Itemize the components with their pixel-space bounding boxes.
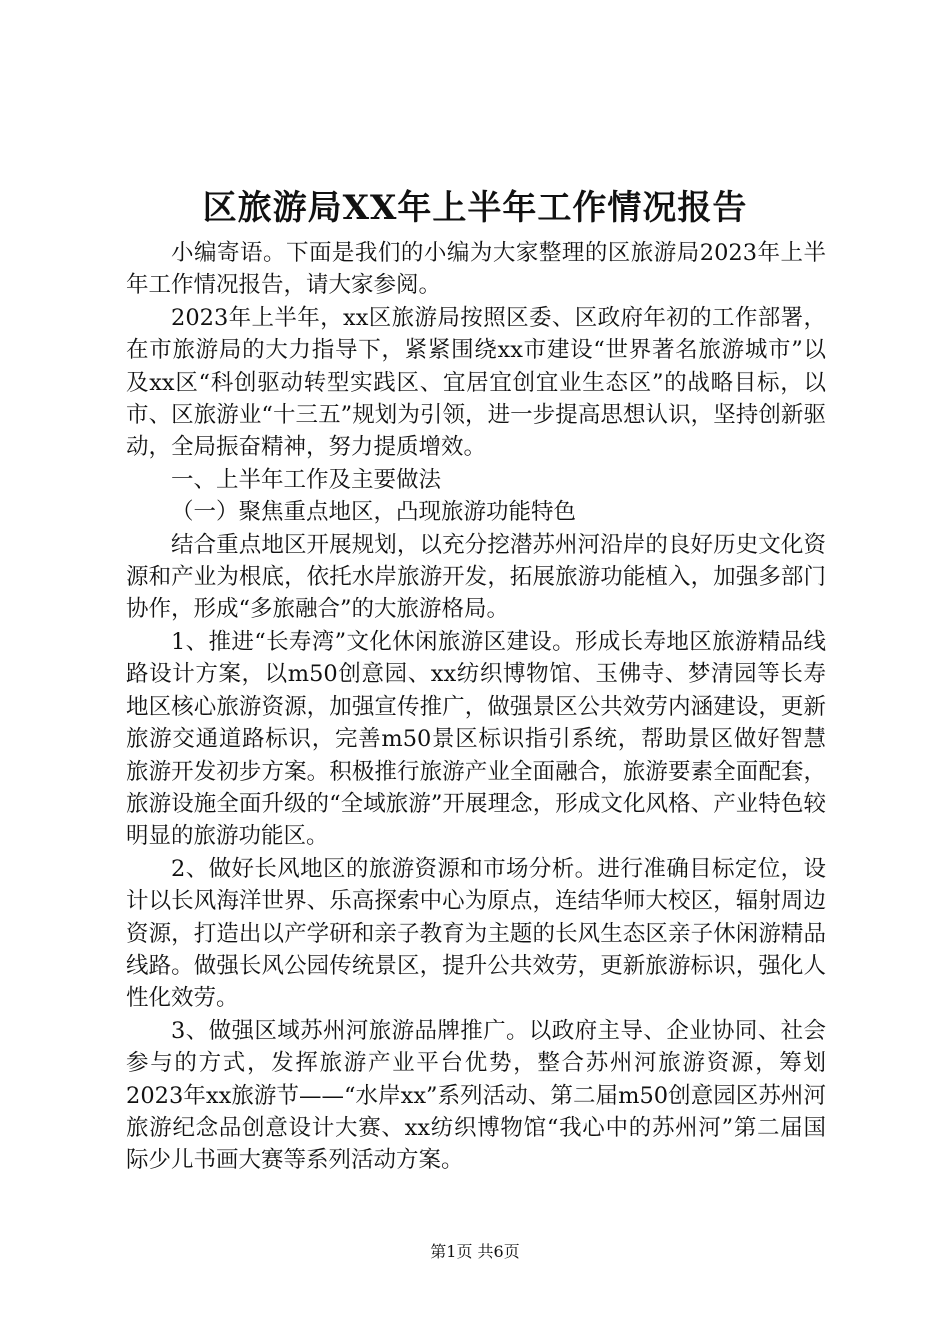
subsection-heading-1: （一）聚焦重点地区，凸现旅游功能特色 xyxy=(171,499,577,526)
page-number-footer: 第1页 共6页 xyxy=(430,1242,520,1261)
document-body xyxy=(126,237,826,1177)
paragraph-item-1: 1、推进“长寿湾”文化休闲旅游区建设。形成长寿地区旅游精品线路设计方案，以m50创意园、xx纺织博物馆、玉佛寺、梦清园等长寿地区核心旅游资源，加强宣传推广，做强景区公共效劳内涵建设，更新旅游交通道路标识，完善m50景区标识指引系统，帮助景区做好智慧旅游开发初步方案。积极推行旅游产业全面融合，旅游要素全面配套，旅游设施全面升级的“全域旅游”开展理念，形成文化风格、产业特色较明显的旅游功能区。 xyxy=(126,628,826,850)
paragraph-item-3: 3、做强区域苏州河旅游品牌推广。以政府主导、企业协同、社会参与的方式，发挥旅游产业平台优势，整合苏州河旅游资源，筹划2023年xx旅游节——“水岸xx”系列活动、第二届m50创意园区苏州河旅游纪念品创意设计大赛、xx纺织博物馆“我心中的苏州河”第二届国际少儿书画大赛等系列活动方案。 xyxy=(126,1017,826,1174)
document-title: 区旅游局XX年上半年工作情况报告 xyxy=(202,188,748,228)
paragraph-subsection-intro: 结合重点地区开展规划，以充分挖潜苏州河沿岸的良好历史文化资源和产业为根底，依托水岸旅游开发，拓展旅游功能植入，加强多部门协作，形成“多旅融合”的大旅游格局。 xyxy=(126,531,826,623)
paragraph-item-2: 2、做好长风地区的旅游资源和市场分析。进行准确目标定位，设计以长风海洋世界、乐高探索中心为原点，连结华师大校区，辐射周边资源，打造出以产学研和亲子教育为主题的长风生态区亲子休闲游精品线路。做强长风公园传统景区，提升公共效劳，更新旅游标识，强化人性化效劳。 xyxy=(126,855,826,1012)
section-heading-1: 一、上半年工作及主要做法 xyxy=(171,466,442,493)
paragraph-intro: 小编寄语。下面是我们的小编为大家整理的区旅游局2023年上半年工作情况报告，请大家参阅。 xyxy=(126,240,826,299)
paragraph-overview: 2023年上半年，xx区旅游局按照区委、区政府年初的工作部署，在市旅游局的大力指导下，紧紧围绕xx市建设“世界著名旅游城市”以及xx区“科创驱动转型实践区、宜居宜创宜业生态区”的战略目标，以市、区旅游业“十三五”规划为引领，进一步提高思想认识，坚持创新驱动，全局振奋精神，努力提质增效。 xyxy=(126,304,826,461)
